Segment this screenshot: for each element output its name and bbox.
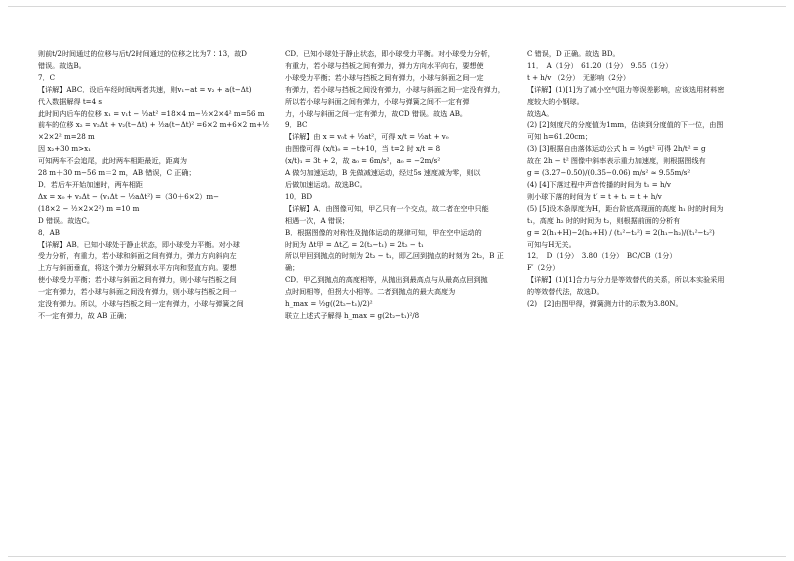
col2-line: 力，小球与斜面之间一定有弹力，故CD 错误。故选 AB。 — [285, 108, 468, 118]
col1-line: 受力分析，有重力，若小球和斜面之间有弹力，弹力方向斜向左 — [38, 251, 237, 261]
col3-line: C 错误，D 正确。故选 BD。 — [527, 49, 620, 58]
col1-line: 错误。故选B。 — [38, 60, 86, 70]
col3-line: 【详解】(1)[1]为了减小空气阻力等误差影响，应该选用材料密 — [527, 84, 725, 94]
col2-line: 点时间相等，但拐大小相等。二者到抛点的最大高度为 — [285, 287, 456, 297]
col2-line: 有弹力，若小球与挡板之间没有弹力，小球与斜面之间一定没有弹力， — [285, 84, 505, 94]
col2-line: 相遇一次，A 错误； — [285, 215, 350, 225]
col3-line: (2) [2]刻度尺的分度值为1mm，估读到分度值的下一位，由图 — [527, 120, 724, 130]
col3-line: t₁，高度 h₂ 时的时间为 t₂，则根据前面的分析有 — [527, 215, 681, 225]
col3-line: 的等效替代法，故选D。 — [527, 287, 604, 297]
col1-line: 此时间内后车的位移 x₁ = v₁t − ½at² =18×4 m−½×2×4² m=56 m — [38, 108, 265, 118]
col2-line: 小球受力平衡；若小球与挡板之间有弹力，小球与斜面之间一定 — [285, 72, 484, 82]
col1-line: D．若后车开始加速时，两车相距 — [38, 179, 143, 189]
col1-line: 28 m＋30 m−56 m＝2 m，AB 错误，C 正确； — [38, 168, 196, 178]
col2-line: 所以甲回到抛点的时刻为 2t₂ − t₁，即乙回到抛点的时刻为 2t₂，B 正 — [285, 251, 504, 261]
col3-line: F′（2分） — [527, 263, 560, 273]
col2-line: CD．甲乙到抛点的高度相等，从抛出到最高点与从最高点回到抛 — [285, 275, 488, 285]
col3-line: (3) [3]根据自由落体运动公式 h = ½gt² 可得 2h/t² = g — [527, 144, 706, 154]
col2-line: 时间为 Δt甲 = Δt乙 = 2(t₂−t₁) = 2t₂ − t₁ — [285, 239, 424, 249]
col3-line: 度较大的小钢球。 — [527, 96, 584, 106]
col1-line: 则前t/2时间通过的位移与后t/2时间通过的位移之比为7∶13，故D — [38, 49, 247, 58]
col1-line: Δx = x₀ + v₂Δt − (v₁Δt − ½aΔt²) =（30＋6×2）m− — [38, 191, 220, 201]
col3-line: t + h/v （2分） 无影响（2分） — [527, 72, 630, 82]
col2-line: CD．已知小球处于静止状态，即小球受力平衡。对小球受力分析， — [285, 49, 495, 58]
col1-line: 代入数据解得 t=4 s — [38, 96, 103, 106]
col2-line: B．根据图像的对称性及抛体运动的规律可知，甲在空中运动的 — [285, 227, 482, 237]
col2-line: 9．BC — [285, 120, 308, 130]
col1-line: 前车的位移 x₂ = v₂Δt + v₂(t−Δt) + ½a(t−Δt)² =6×2 m+6×2 m+½ — [38, 120, 270, 130]
col2-line: 后做加速运动。故选BC。 — [285, 179, 367, 189]
col1-line: 定没有弹力。所以，小球与挡板之间一定有弹力，小球与弹簧之间 — [38, 299, 244, 309]
col2-line: 有重力，若小球与挡板之间有弹力，弹力方向水平向右，要想使 — [285, 60, 484, 70]
col2-line: 联立上述式子解得 h_max = g(2t₂−t₁)²/8 — [285, 310, 420, 320]
col3-line: g = (3.27−0.50)/(0.35−0.06) m/s² ≈ 9.55m/s² — [527, 168, 691, 178]
col3-line: (4) [4]下落过程中声音传播的时间为 t₁ = h/v — [527, 179, 671, 189]
col3-line: 可知与H无关。 — [527, 239, 576, 249]
column-left — [38, 48, 268, 322]
column-middle — [285, 48, 517, 322]
col3-line: 11． A（1分） 61.20（1分） 9.55（1分） — [527, 60, 673, 70]
col1-line: 7．C — [38, 72, 56, 82]
col2-line: A 做匀加速运动，B 先做减速运动，经过5s 速度减为零，则以 — [285, 168, 481, 178]
col1-line: D 错误。故选C。 — [38, 215, 94, 225]
col1-line: 可知两车不会追尾，此时两车相距最近，距离为 — [38, 156, 187, 166]
column-right — [527, 48, 755, 310]
col3-line: 可知 h=61.20cm； — [527, 132, 593, 142]
col1-line: 使小球受力平衡；若小球与斜面之间有弹力，则小球与挡板之间 — [38, 275, 237, 285]
col1-line: 不一定有弹力，故 AB 正确； — [38, 310, 131, 320]
col1-line: 因 x₂+30 m>x₁ — [38, 144, 91, 154]
col1-line: 8．AB — [38, 227, 60, 237]
col1-line: 上方与斜面垂直，将这个弹力分解到水平方向和竖直方向。要想 — [38, 263, 237, 273]
col3-line: (2) [2]由图甲得，弹簧测力计的示数为3.80N。 — [527, 299, 683, 309]
col3-line: (5) [5]设木条厚度为H，距台阶底高现面的高度 h₁ 时的时间为 — [527, 203, 724, 213]
col1-line: (18×2 − ½×2×2²) m =10 m — [38, 203, 140, 213]
col3-line: 故选A。 — [527, 108, 554, 118]
col3-line: 则小球下落的时间为 t′ = t + t₁ = t + h/v — [527, 191, 662, 201]
col3-line: 12． D（1分） 3.80（1分） BC/CB（1分） — [527, 251, 677, 261]
col1-line: ×2×2² m=28 m — [38, 132, 95, 142]
col2-line: 确； — [285, 263, 300, 273]
col2-line: 10．BD — [285, 191, 313, 201]
col1-line: 一定有弹力，若小球与斜面之间没有弹力，则小球与挡板之间一 — [38, 287, 237, 297]
col3-line: 故在 2h − t² 图像中斜率表示重力加速度，则根据图线有 — [527, 156, 706, 166]
col2-line: 由图像可得 (x/t)₀ = −t+10，当 t=2 时 x/t = 8 — [285, 144, 441, 154]
col1-line: 【详解】ABC．设后车经时间t两者共速，则v₁−at = v₂ + a(t−Δt) — [38, 84, 252, 94]
col2-line: 【详解】由 x = v₀t + ½at²，可得 x/t = ½at + v₀ — [285, 132, 449, 142]
col2-line: (x/t)₁ = 3t + 2，故 a₀ = 6m/s²，a₀ = −2m/s² — [285, 156, 441, 166]
col1-line: 【详解】AB．已知小球处于静止状态，即小球受力平衡。对小球 — [38, 239, 240, 249]
col2-line: 【详解】A．由图像可知，甲乙只有一个交点，故二者在空中只能 — [285, 203, 489, 213]
col2-line: h_max = ½g((2t₂−t₁)/2)² — [285, 299, 373, 309]
col3-line: 【详解】(1)[1]合力与分力是等效替代的关系，所以本实验采用 — [527, 275, 725, 285]
col3-line: g = 2(h₁+H)−2(h₂+H) / (t₁²−t₂²) = 2(h₁−h₂)/(t₁²−t₂²) — [527, 227, 715, 237]
col2-line: 所以若小球与斜面之间有弹力，小球与弹簧之间不一定有弹 — [285, 96, 470, 106]
